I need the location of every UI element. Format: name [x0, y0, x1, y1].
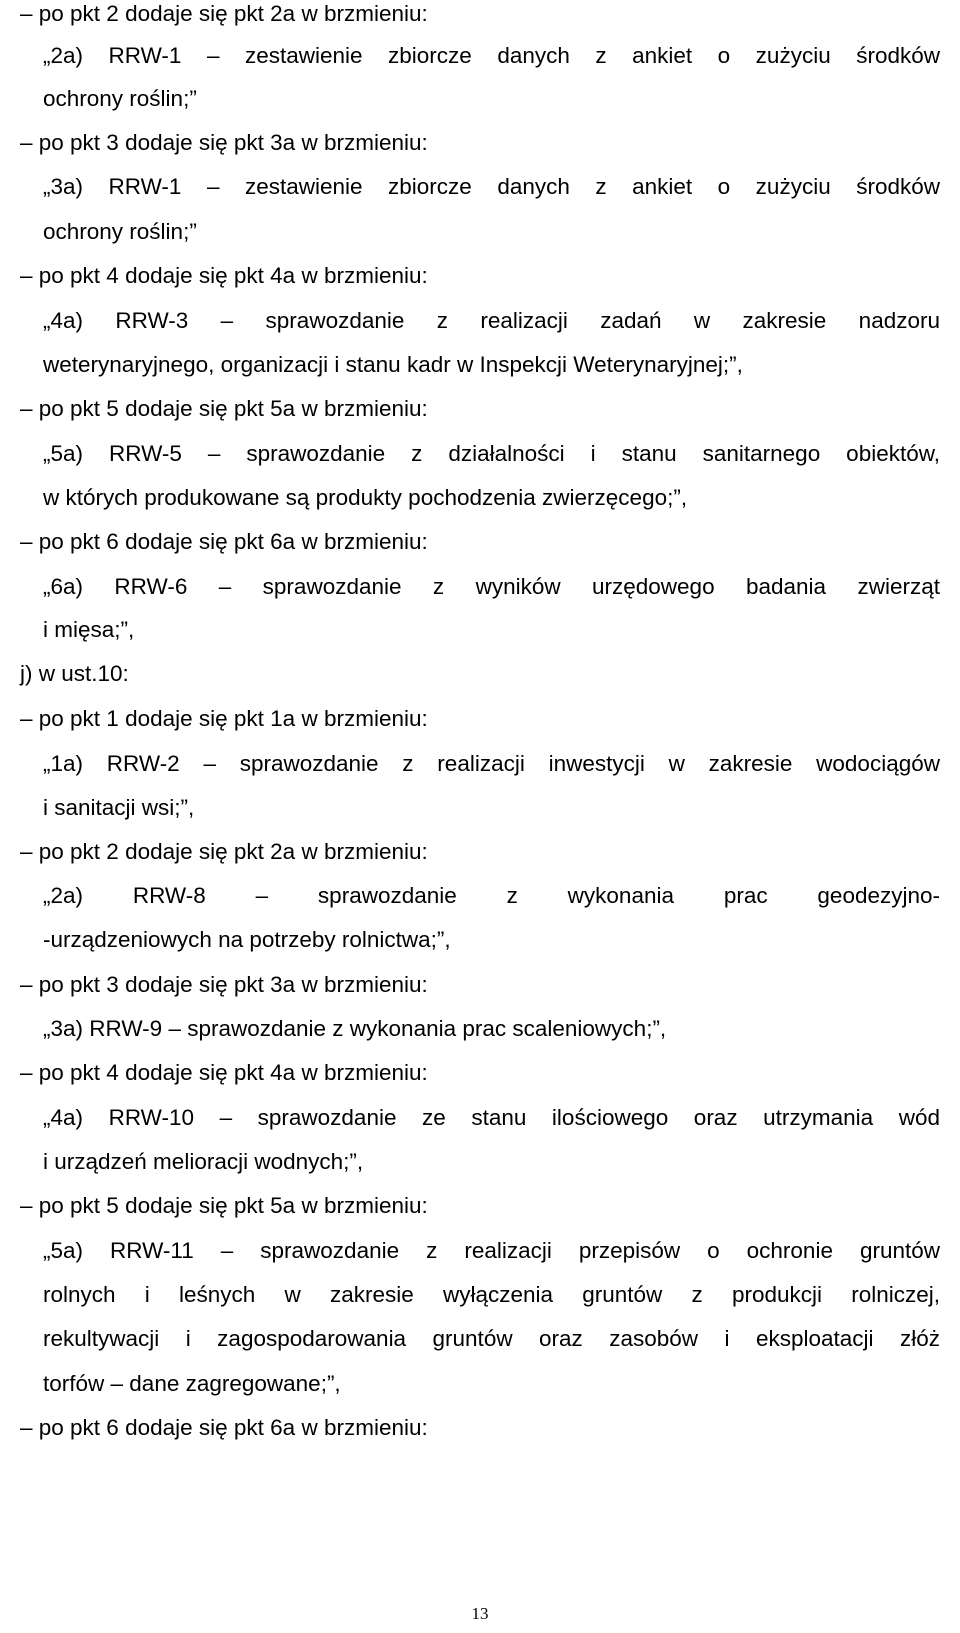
definition-text-line: „3a) RRW-1 – zestawienie zbiorcze danych z ankiet o zużyciu środków — [43, 174, 940, 199]
definition-text-line: -urządzeniowych na potrzeby rolnictwa;”, — [43, 927, 451, 952]
amendment-intro-line: – po pkt 5 dodaje się pkt 5a w brzmieniu: — [20, 396, 428, 421]
definition-text-line: „2a) RRW-8 – sprawozdanie z wykonania prac geodezyjno- — [43, 883, 940, 908]
definition-text-line: „6a) RRW-6 – sprawozdanie z wyników urzędowego badania zwierząt — [43, 574, 940, 599]
section-heading: j) w ust.10: — [20, 661, 129, 686]
amendment-intro-line: – po pkt 6 dodaje się pkt 6a w brzmieniu: — [20, 1415, 428, 1440]
definition-text-line: i mięsa;”, — [43, 617, 135, 642]
definition-text-line: ochrony roślin;” — [43, 86, 197, 111]
amendment-intro-line: – po pkt 1 dodaje się pkt 1a w brzmieniu: — [20, 706, 428, 731]
definition-text-line: „3a) RRW-9 – sprawozdanie z wykonania prac scaleniowych;”, — [43, 1016, 667, 1041]
definition-text-line: i sanitacji wsi;”, — [43, 795, 195, 820]
definition-text-line: „4a) RRW-10 – sprawozdanie ze stanu ilościowego oraz utrzymania wód — [43, 1105, 940, 1130]
amendment-intro-line: – po pkt 2 dodaje się pkt 2a w brzmieniu: — [20, 1, 428, 26]
definition-text-line: torfów – dane zagregowane;”, — [43, 1371, 341, 1396]
amendment-intro-line: – po pkt 5 dodaje się pkt 5a w brzmieniu: — [20, 1193, 428, 1218]
definition-text-line: i urządzeń melioracji wodnych;”, — [43, 1149, 364, 1174]
definition-text-line: „5a) RRW-5 – sprawozdanie z działalności i stanu sanitarnego obiektów, — [43, 441, 940, 466]
definition-text-line: „1a) RRW-2 – sprawozdanie z realizacji inwestycji w zakresie wodociągów — [43, 751, 940, 776]
amendment-intro-line: – po pkt 3 dodaje się pkt 3a w brzmieniu: — [20, 130, 428, 155]
definition-text-line: ochrony roślin;” — [43, 219, 197, 244]
definition-text-line: rekultywacji i zagospodarowania gruntów oraz zasobów i eksploatacji złóż — [43, 1326, 940, 1351]
definition-text-line: „2a) RRW-1 – zestawienie zbiorcze danych z ankiet o zużyciu środków — [43, 43, 940, 68]
definition-text-line: weterynaryjnego, organizacji i stanu kadr w Inspekcji Weterynaryjnej;”, — [43, 352, 743, 377]
definition-text-line: „4a) RRW-3 – sprawozdanie z realizacji zadań w zakresie nadzoru — [43, 308, 940, 333]
definition-text-line: „5a) RRW-11 – sprawozdanie z realizacji przepisów o ochronie gruntów — [43, 1238, 940, 1263]
amendment-intro-line: – po pkt 3 dodaje się pkt 3a w brzmieniu: — [20, 972, 428, 997]
amendment-intro-line: – po pkt 6 dodaje się pkt 6a w brzmieniu: — [20, 529, 428, 554]
amendment-intro-line: – po pkt 4 dodaje się pkt 4a w brzmieniu: — [20, 1060, 428, 1085]
page-number: 13 — [471, 1604, 489, 1623]
amendment-intro-line: – po pkt 4 dodaje się pkt 4a w brzmieniu: — [20, 263, 428, 288]
definition-text-line: rolnych i leśnych w zakresie wyłączenia gruntów z produkcji rolniczej, — [43, 1282, 940, 1307]
amendment-intro-line: – po pkt 2 dodaje się pkt 2a w brzmieniu: — [20, 839, 428, 864]
definition-text-line: w których produkowane są produkty pochodzenia zwierzęcego;”, — [43, 485, 688, 510]
